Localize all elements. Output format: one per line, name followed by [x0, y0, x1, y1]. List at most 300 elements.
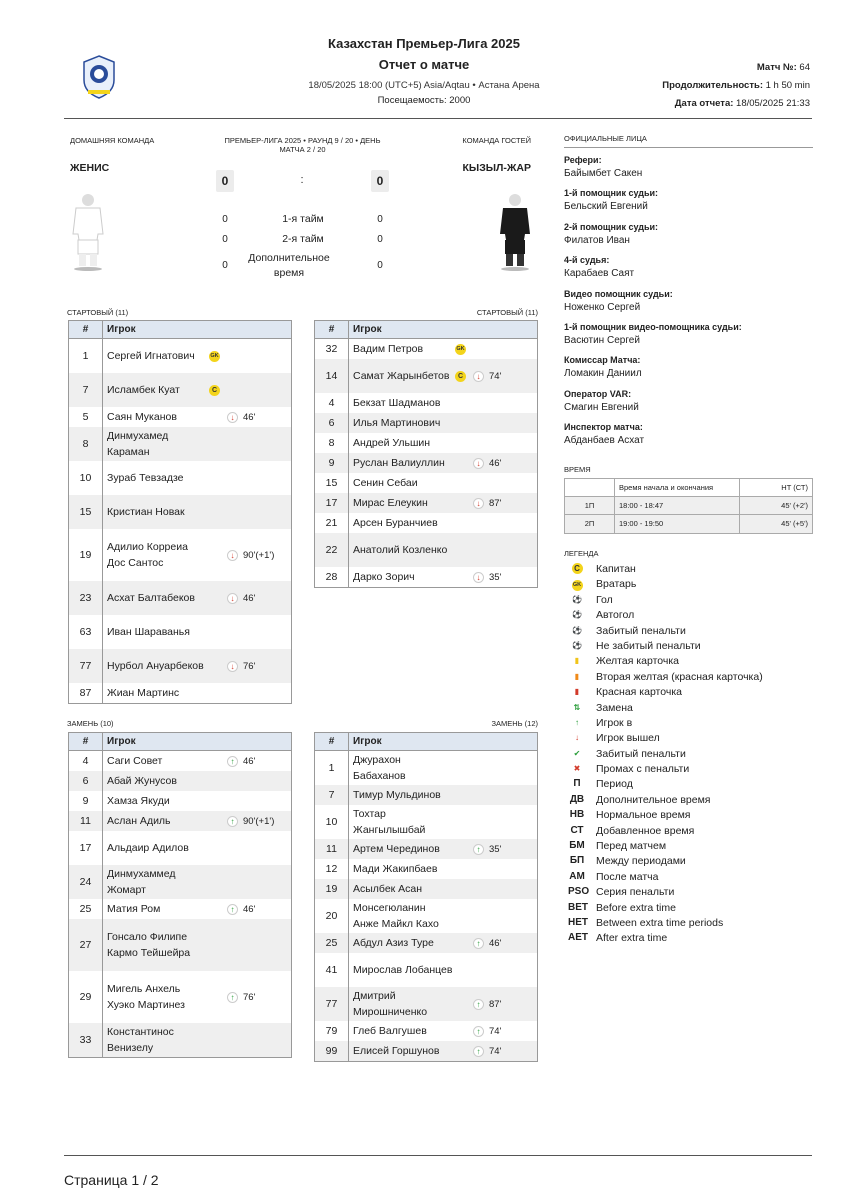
player-number: 19	[69, 529, 103, 581]
legend-item	[568, 702, 813, 717]
legend-key: PSO	[568, 886, 590, 898]
period-1-away: 0	[377, 214, 383, 225]
substitution-event	[227, 811, 274, 831]
player-name: Сергей Игнатович	[107, 350, 195, 362]
player-number: 7	[69, 373, 103, 407]
player-in-icon: ↑	[227, 992, 238, 1003]
player-name: Абай Жунусов	[107, 775, 177, 787]
legend-text: Дополнительное время	[596, 793, 711, 806]
player-number: 9	[69, 791, 103, 811]
player-name: Самат Жарынбетов	[353, 370, 450, 382]
player-number: 1	[315, 751, 349, 785]
legend-text: Гол	[596, 593, 613, 606]
event-minute: 35'	[489, 571, 502, 583]
event-minute: 46'	[243, 903, 256, 915]
report-subtitle: Отчет о матче	[378, 57, 470, 72]
legend-item	[568, 625, 813, 640]
player-number: 20	[315, 899, 349, 933]
player-number: 4	[315, 393, 349, 413]
player-name: Бекзат Шадманов	[353, 397, 441, 409]
player-row	[315, 533, 537, 567]
period-et-label: Дополнительное время	[248, 252, 330, 279]
goal-icon: ⚽	[572, 594, 582, 604]
legend-text: Забитый пенальти	[596, 747, 686, 760]
home-subs-table	[68, 732, 292, 1058]
player-name: Андрей Ульшин	[353, 437, 431, 449]
legend-text: Нормальное время	[596, 809, 691, 822]
legend-key	[568, 609, 586, 620]
legend-key: БМ	[569, 840, 585, 852]
player-name: Руслан Валиуллин	[353, 457, 445, 469]
player-number: 8	[315, 433, 349, 453]
player-name: Елисей Горшунов	[353, 1045, 440, 1057]
event-minute: 87'	[489, 998, 502, 1010]
player-row	[315, 433, 537, 453]
player-row	[315, 805, 537, 839]
player-row	[69, 811, 291, 831]
penalty-missed-icon: ⚽	[572, 640, 582, 650]
player-name: Альдаир Адилов	[107, 842, 189, 854]
player-row	[315, 1041, 537, 1061]
player-out-icon: ↓	[473, 498, 484, 509]
legend-item	[568, 840, 813, 855]
player-name: Мади Жакипбаев	[353, 863, 438, 875]
substitution-event	[227, 407, 255, 427]
event-minute: 74'	[489, 1025, 502, 1037]
official-name: Абданбаев Асхат	[564, 435, 645, 447]
event-minute: 46'	[489, 937, 502, 949]
legend-text: После матча	[596, 870, 659, 883]
officials-heading: ОФИЦИАЛЬНЫЕ ЛИЦА	[564, 134, 647, 143]
player-name: Мигель Анхель Хуэко Мартинез	[107, 983, 185, 1011]
legend-item	[568, 794, 813, 809]
legend-text: Before extra time	[596, 901, 676, 914]
legend-key: П	[573, 778, 581, 790]
score-separator: :	[300, 174, 304, 186]
legend-key	[568, 748, 586, 759]
official-entry	[564, 222, 813, 255]
player-row	[315, 933, 537, 953]
player-row	[69, 919, 291, 971]
player-row	[315, 359, 537, 393]
legend-item	[568, 917, 813, 932]
legend-key	[568, 702, 586, 713]
legend-key	[568, 640, 586, 651]
legend-item	[568, 609, 813, 624]
player-number: 99	[315, 1041, 349, 1061]
player-row	[315, 785, 537, 805]
player-in-icon: ↑	[473, 1046, 484, 1057]
player-out-icon: ↓	[473, 371, 484, 382]
player-row	[315, 493, 537, 513]
second-yellow-icon: ▮	[572, 671, 583, 682]
player-row	[315, 567, 537, 587]
legend-item	[568, 748, 813, 763]
legend-text: Между периодами	[596, 855, 686, 868]
home-starting-table	[68, 320, 292, 704]
player-row	[69, 899, 291, 919]
player-name: Аслан Адиль	[107, 815, 171, 827]
player-name: Зураб Тевзадзе	[107, 472, 184, 484]
official-name: Карабаев Саят	[564, 268, 635, 280]
event-minute: 46'	[243, 592, 256, 604]
legend-list	[568, 563, 813, 948]
player-number: 12	[315, 859, 349, 879]
player-row	[315, 751, 537, 785]
official-name: Бельский Евгений	[564, 201, 648, 213]
substitution-event	[473, 839, 501, 859]
player-name: Константинос Венизелу	[107, 1026, 174, 1054]
captain-icon: C	[455, 371, 466, 382]
player-name: Дмитрий Мирошниченко	[353, 990, 428, 1018]
official-role: 1-й помощник видео-помощника судьи:	[564, 321, 742, 332]
player-row	[69, 865, 291, 899]
event-minute: 76'	[243, 991, 256, 1003]
legend-key	[568, 671, 586, 682]
legend-key	[568, 686, 586, 697]
red-card-icon: ▮	[572, 686, 583, 697]
player-row	[69, 649, 291, 683]
player-name: Жиан Мартинс	[107, 687, 180, 699]
substitution-event	[227, 529, 274, 581]
player-number: 7	[315, 785, 349, 805]
period-1-home: 0	[222, 214, 228, 225]
player-number: 25	[315, 933, 349, 953]
away-team-caption: КОМАНДА ГОСТЕЙ	[462, 136, 531, 145]
match-duration: Продолжительность: 1 h 50 min	[662, 80, 810, 91]
captain-icon: C	[572, 563, 583, 574]
player-row	[69, 751, 291, 771]
player-number: 25	[69, 899, 103, 919]
player-number: 15	[315, 473, 349, 493]
player-in-icon: ↑	[572, 717, 583, 728]
legend-item	[568, 778, 813, 793]
time-row-1: 1П 18:00 - 18:47 45' (+2')	[565, 497, 812, 515]
substitution-event	[227, 899, 255, 919]
player-number: 87	[69, 683, 103, 703]
player-out-icon: ↓	[227, 661, 238, 672]
player-number: 19	[315, 879, 349, 899]
substitution-event	[473, 987, 501, 1021]
official-entry	[564, 155, 813, 188]
player-name: Мирослав Лобанцев	[353, 964, 453, 976]
player-row	[315, 879, 537, 899]
player-name: Илья Мартинович	[353, 417, 441, 429]
substitution-event	[473, 1041, 501, 1061]
player-row	[315, 899, 537, 933]
period-2-away: 0	[377, 234, 383, 245]
legend-item	[568, 825, 813, 840]
table-header: # Игрок	[69, 321, 291, 339]
player-name: Сенин Себаи	[353, 477, 418, 489]
event-minute: 74'	[489, 370, 502, 382]
legend-key	[568, 578, 586, 591]
substitution-icon: ⇅	[572, 702, 583, 713]
player-row	[69, 615, 291, 649]
player-out-icon: ↓	[572, 732, 583, 743]
player-number: 17	[315, 493, 349, 513]
time-heading: ВРЕМЯ	[564, 465, 591, 474]
player-number: 79	[315, 1021, 349, 1041]
legend-item	[568, 686, 813, 701]
legend-key	[568, 594, 586, 605]
legend-item	[568, 855, 813, 870]
player-name: Тимур Мульдинов	[353, 789, 441, 801]
goalkeeper-icon: GK	[572, 580, 583, 591]
legend-key: HET	[568, 916, 588, 928]
home-team-caption: ДОМАШНЯЯ КОМАНДА	[70, 136, 155, 145]
player-in-icon: ↑	[227, 816, 238, 827]
player-number: 14	[315, 359, 349, 393]
player-row	[69, 529, 291, 581]
player-row	[69, 581, 291, 615]
player-row	[315, 453, 537, 473]
player-number: 4	[69, 751, 103, 771]
player-row	[69, 427, 291, 461]
player-row	[69, 683, 291, 703]
player-name: Динмухамед Караман	[107, 430, 169, 458]
player-number: 15	[69, 495, 103, 529]
player-name: Хамза Якуди	[107, 795, 170, 807]
event-minute: 35'	[489, 843, 502, 855]
substitution-event	[473, 933, 501, 953]
away-starting-table	[314, 320, 538, 588]
official-name: Васютин Сергей	[564, 334, 640, 346]
captain-icon: C	[209, 385, 220, 396]
official-entry	[564, 322, 813, 355]
substitution-event	[227, 971, 255, 1023]
player-in-icon: ↑	[473, 844, 484, 855]
player-in-icon: ↑	[227, 904, 238, 915]
player-row	[69, 495, 291, 529]
own-goal-icon: ⚽	[572, 610, 582, 620]
player-row	[315, 987, 537, 1021]
legend-key: БП	[569, 855, 585, 867]
event-minute: 74'	[489, 1045, 502, 1057]
penalty-scored-icon: ⚽	[572, 625, 582, 635]
player-number: 17	[69, 831, 103, 865]
legend-item	[568, 717, 813, 732]
official-entry	[564, 389, 813, 422]
legend-text: Вторая желтая (красная карточка)	[596, 670, 763, 683]
table-header: # Игрок	[315, 321, 537, 339]
player-number: 22	[315, 533, 349, 567]
player-row	[69, 1023, 291, 1057]
event-minute: 90'(+1')	[243, 815, 275, 827]
legend-item	[568, 578, 813, 593]
player-number: 32	[315, 339, 349, 359]
legend-key: ДВ	[569, 793, 585, 805]
player-number: 41	[315, 953, 349, 987]
legend-text: Забитый пенальти	[596, 624, 686, 637]
player-row	[69, 407, 291, 427]
player-row	[69, 373, 291, 407]
player-number: 1	[69, 339, 103, 373]
official-role: 1-й помощник судьи:	[564, 188, 659, 199]
player-name: Дарко Зорич	[353, 571, 415, 583]
player-row	[315, 859, 537, 879]
player-name: Иван Шараванья	[107, 626, 190, 638]
event-minute: 76'	[243, 660, 256, 672]
player-out-icon: ↓	[473, 458, 484, 469]
away-subs-caption: ЗАМЕНЬ (12)	[491, 719, 538, 728]
away-score: 0	[371, 170, 389, 192]
player-number: 5	[69, 407, 103, 427]
official-role: 4-й судья:	[564, 255, 610, 266]
player-number: 29	[69, 971, 103, 1023]
player-out-icon: ↓	[473, 572, 484, 583]
player-name: Вадим Петров	[353, 343, 424, 355]
official-role: Оператор VAR:	[564, 388, 632, 399]
legend-text: Игрок вышел	[596, 732, 660, 745]
official-role: Рефери:	[564, 155, 602, 165]
legend-text: Игрок в	[596, 716, 633, 729]
player-number: 63	[69, 615, 103, 649]
legend-item	[568, 640, 813, 655]
official-entry	[564, 188, 813, 221]
attendance: Посещаемость: 2000	[377, 95, 471, 106]
player-in-icon: ↑	[227, 756, 238, 767]
official-name: Байымбет Сакен	[564, 168, 643, 179]
page-number: Страница 1 / 2	[64, 1172, 159, 1188]
player-in-icon: ↑	[473, 938, 484, 949]
report-date: Дата отчета: 18/05/2025 21:33	[674, 98, 810, 109]
player-row	[69, 971, 291, 1023]
player-out-icon: ↓	[227, 550, 238, 561]
table-header: # Игрок	[315, 733, 537, 751]
official-role: Инспектор матча:	[564, 422, 643, 433]
legend-key	[568, 717, 586, 728]
legend-item	[568, 594, 813, 609]
substitution-event	[473, 453, 501, 473]
player-number: 27	[69, 919, 103, 971]
legend-text: Вратарь	[596, 578, 637, 591]
legend-text: Between extra time periods	[596, 916, 724, 929]
substitution-event	[227, 649, 255, 683]
substitution-event	[473, 493, 501, 513]
player-name: Артем Черединов	[353, 843, 440, 855]
time-row-2: 2П 19:00 - 19:50 45' (+5')	[565, 515, 812, 533]
player-row	[315, 1021, 537, 1041]
substitution-event	[473, 359, 501, 393]
round-caption: ПРЕМЬЕР-ЛИГА 2025 • РАУНД 9 / 20 • ДЕНЬ МАТЧА 2 / 20	[224, 136, 381, 154]
away-starting-caption: СТАРТОВЫЙ (11)	[476, 308, 538, 317]
home-team-name: ЖЕНИС	[70, 162, 110, 174]
player-name: Динмухаммед Жомарт	[107, 868, 176, 896]
player-name: Кристиан Новак	[107, 506, 185, 518]
player-number: 77	[315, 987, 349, 1021]
legend-item	[568, 671, 813, 686]
legend-key: НВ	[569, 809, 585, 821]
period-et-away: 0	[377, 260, 383, 271]
goalkeeper-icon: GK	[455, 344, 466, 355]
legend-item	[568, 886, 813, 901]
official-name: Смагин Евгений	[564, 401, 639, 413]
legend-key: АМ	[569, 870, 585, 882]
player-row	[69, 771, 291, 791]
player-number: 11	[69, 811, 103, 831]
goalkeeper-icon: GK	[209, 351, 220, 362]
legend-item	[568, 732, 813, 747]
official-entry	[564, 289, 813, 322]
official-role: Комиссар Матча:	[564, 355, 641, 366]
official-entry	[564, 355, 813, 388]
home-score: 0	[216, 170, 234, 192]
player-name: Монсегюланин Анже Майкл Кахо	[353, 902, 439, 930]
yellow-card-icon: ▮	[572, 655, 583, 666]
player-number: 33	[69, 1023, 103, 1057]
legend-item	[568, 655, 813, 670]
time-table-header: Время начала и окончания HT (СТ)	[565, 479, 812, 497]
event-minute: 46'	[489, 457, 502, 469]
away-team-name: КЫЗЫЛ-ЖАР	[462, 162, 531, 174]
event-minute: 46'	[243, 755, 256, 767]
player-name: Абдул Азиз Туре	[353, 937, 434, 949]
period-2-home: 0	[222, 234, 228, 245]
player-number: 23	[69, 581, 103, 615]
official-entry	[564, 255, 813, 288]
legend-text: Капитан	[596, 563, 636, 575]
home-subs-caption: ЗАМЕНЬ (10)	[67, 719, 114, 728]
player-row	[69, 339, 291, 373]
player-number: 77	[69, 649, 103, 683]
legend-key	[568, 763, 586, 774]
period-et-home: 0	[222, 260, 228, 271]
legend-heading: ЛЕГЕНДА	[564, 549, 599, 558]
player-name: Асхат Балтабеков	[107, 592, 195, 604]
player-name: Анатолий Козленко	[353, 544, 448, 556]
event-minute: 87'	[489, 497, 502, 509]
player-row	[315, 513, 537, 533]
player-name: Арсен Буранчиев	[353, 517, 438, 529]
player-name: Асылбек Асан	[353, 883, 423, 895]
player-number: 11	[315, 839, 349, 859]
official-name: Филатов Иван	[564, 234, 630, 246]
legend-key: СТ	[570, 824, 584, 836]
away-kit-icon	[497, 190, 533, 274]
time-table	[564, 478, 813, 534]
player-row	[315, 473, 537, 493]
legend-key	[568, 732, 586, 743]
player-number: 6	[69, 771, 103, 791]
legend-item	[568, 563, 813, 578]
player-row	[69, 461, 291, 495]
player-name: Нурбол Ануарбеков	[107, 660, 204, 672]
home-starting-caption: СТАРТОВЫЙ (11)	[67, 308, 129, 317]
legend-text: After extra time	[596, 932, 668, 945]
player-row	[315, 393, 537, 413]
legend-text: Период	[596, 778, 633, 791]
event-minute: 46'	[243, 411, 256, 423]
substitution-event	[473, 567, 501, 587]
substitution-event	[473, 1021, 501, 1041]
player-name: Адилио Корреиа Дос Сантос	[107, 541, 188, 569]
footer-divider	[64, 1155, 812, 1156]
official-role: Видео помощник судьи:	[564, 288, 673, 299]
official-role: 2-й помощник судьи:	[564, 221, 659, 232]
legend-key: AET	[568, 932, 588, 944]
substitution-event	[227, 751, 255, 771]
away-subs-table	[314, 732, 538, 1062]
player-out-icon: ↓	[227, 593, 238, 604]
player-row	[315, 839, 537, 859]
legend-text: Красная карточка	[596, 686, 682, 699]
legend-item	[568, 932, 813, 947]
home-kit-icon	[70, 190, 106, 274]
legend-key	[568, 625, 586, 636]
substitution-event	[227, 581, 255, 615]
legend-text: Перед матчем	[596, 840, 667, 853]
